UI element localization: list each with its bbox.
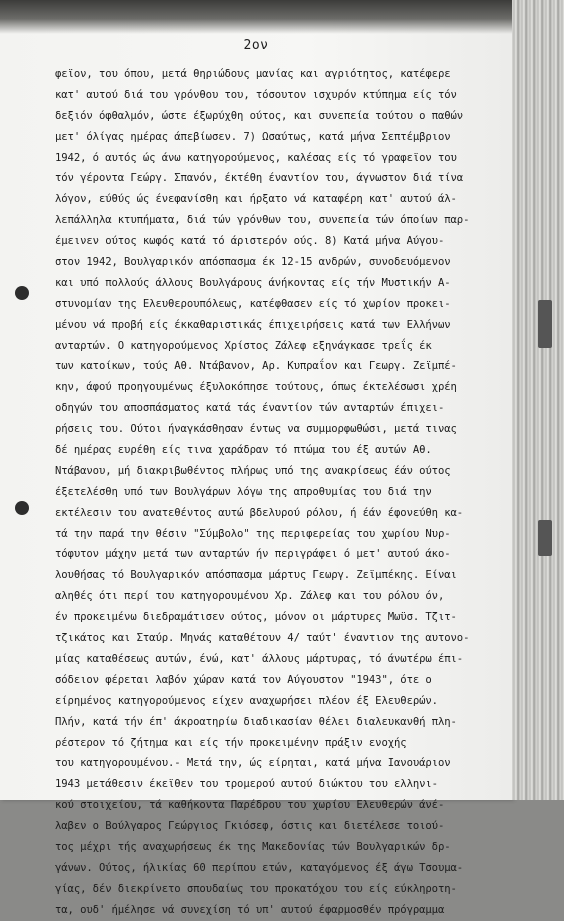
binder-clip — [538, 300, 552, 348]
page-number: 2ον — [243, 38, 269, 53]
text-line: σόδειον φέρεται λαβόν χώραν κατά τον Αύγουστον "1943", ότε ο — [55, 673, 432, 686]
text-line: μένου νά προβή είς έκκαθαριστικάς έπιχειρήσεις κατά των Ελλήνων — [55, 318, 451, 331]
text-line: τος μέχρι τής αναχωρήσεως έκ της Μακεδονίας τών Βουλγαρικών δρ- — [55, 840, 451, 853]
text-line: λόγον, εύθύς ώς ένεφανίσθη και ήρξατο νά καταφέρη κατ' αυτού άλ- — [55, 193, 457, 206]
text-line: αληθές ότι περί του κατηγορουμένου Χρ. Ζάλεφ και του ρόλου όν, — [55, 590, 445, 603]
text-line: τα, ουδ' ήμέλησε νά συνεχίση τό υπ' αυτού έφαρμοσθέν πρόγραμμα — [55, 903, 445, 916]
text-line: γάνων. Ούτος, ήλικίας 60 περίπου ετών, καταγόμενος έξ άγω Τσουμα- — [55, 861, 464, 874]
text-line: ρήσεις του. Ούτοι ήναγκάσθησαν έντως να συμμορφωθώσι, μετά τινας — [55, 423, 457, 436]
text-line: του κατηγορουμένου.- Μετά την, ώς είρηται, κατά μήνα Ιανουάριον — [55, 757, 451, 770]
text-line: κατ' αυτού διά του γρόνθου του, τόσουτον ισχυρόν κτύπημα είς τόν — [55, 88, 457, 101]
punch-hole — [15, 286, 29, 300]
text-line: μίας καταθέσεως αυτών, ένώ, κατ' άλλους μάρτυρας, τό άνωτέρω έπι- — [55, 652, 464, 665]
text-line: τζικάτος και Σταύρ. Μηνάς καταθέτουν 4/ ταύτ' έναντιον της αυτονο- — [55, 632, 470, 645]
text-line: στυνομίαν της Ελευθερουπόλεως, κατέφθασεν είς τό χωρίον προκει- — [55, 297, 451, 310]
text-line: έμεινεν ούτος κωφός κατά τό άριστερόν ούς. 8) Κατά μήνα Αύγου- — [55, 235, 445, 248]
text-line: Πλήν, κατά τήν έπ' άκροατηρίω διαδικασίαν θέλει διαλευκανθή πλη- — [55, 715, 457, 728]
text-line: των κατοίκων, τούς Αθ. Ντάβανον, Αρ. Κυπραΐον και Γεωργ. Ζεϊμπέ- — [55, 360, 457, 373]
text-line: ρέστερον τό ζήτημα και είς τήν προκειμένην πράξιν ενοχής — [55, 736, 407, 749]
text-line: στον 1942, Βουλγαρικόν απόσπασμα έκ 12-15 ανδρών, συνοδευόμενον — [55, 256, 451, 269]
text-line: δέ ημέρας ευρέθη είς τινα χαράδραν τό πτώμα του έξ αυτών Αθ. — [55, 444, 432, 457]
text-line: δεξιόν όφθαλμόν, ώστε έξωρύχθη ούτος, και συνεπεία τούτου ο παθών — [55, 109, 464, 122]
text-line: τόφυτον μάχην μετά των ανταρτών ήν περιγράφει ό μετ' αυτού άκο- — [55, 548, 451, 561]
text-line: 1942, ό αυτός ώς άνω κατηγορούμενος, καλέσας είς τό γραφεϊον του — [55, 151, 457, 164]
text-line: κην, άφού προηγουμένως έξυλοκόπησε τούτους, όπως έκτελέσωσι χρέη — [55, 381, 457, 394]
text-line: τά την παρά την θέσιν "Σύμβολο" της περιφερείας του χωρίου Νυρ- — [55, 527, 451, 540]
text-line: φεϊον, του όπου, μετά θηριώδους μανίας και αγριότητος, κατέφερε — [55, 68, 451, 80]
text-line: και υπό πολλούς άλλους Βουλγάρους άνήκοντας είς τήν Μυστικήν Α- — [55, 276, 451, 289]
scan-shadow-top — [0, 0, 512, 34]
text-line: κού στοιχείου, τά καθήκοντα Παρέδρου του χωρίου Ελευθερών άνέ- — [55, 799, 445, 812]
binder-clip — [538, 520, 552, 556]
text-line: έξετελέσθη υπό των Βουλγάρων λόγω της απροθυμίας του διά την — [55, 485, 432, 498]
text-line: οδηγών του αποσπάσματος κατά τάς έναντίον τών ανταρτών έπιχει- — [55, 402, 445, 415]
text-line: τόν γέροντα Γεώργ. Σπανόν, έκτέθη έναντίον του, άγνωστον διά τίνα — [55, 172, 464, 185]
punch-hole — [15, 501, 29, 515]
text-line: είρημένος κατηγορούμενος είχεν αναχωρήσει πλέον έξ Ελευθερών. — [55, 694, 438, 707]
text-line: ανταρτών. Ο κατηγορούμενος Χρίστος Ζάλεφ εξηνάγκασε τρεΐς έκ — [55, 339, 432, 352]
page-stack-edge — [512, 0, 564, 800]
text-line: λαβεν ο Βούλγαρος Γεώργιος Γκιόσεφ, όστις και διετέλεσε τοιού- — [55, 820, 445, 833]
document-body — [55, 64, 505, 921]
text-line: λουθήσας τό Βουλγαρικόν απόσπασμα μάρτυς Γεωργ. Ζεϊμπέκης. Είναι — [55, 569, 457, 582]
text-line: γίας, δέν διεκρίνετο σπουδαίως του προκατόχου του είς εύκληροτη- — [55, 882, 457, 895]
text-line: μετ' όλίγας ημέρας άπεβίωσεν. 7) Ωσαύτως, κατά μήνα Σεπτέμβριον — [55, 130, 451, 143]
text-line: Ντάβανου, μή διακριβωθέντος πλήρως υπό της ανακρίσεως έάν ούτος — [55, 464, 451, 477]
text-line: λεπάλληλα κτυπήματα, διά τών γρόνθων του, συνεπεία τών όποίων παρ- — [55, 214, 470, 227]
text-line: εκτέλεσιν του ανατεθέντος αυτώ βδελυρού ρόλου, ή έάν έφονεύθη κα- — [55, 506, 464, 519]
text-line: έν προκειμένω διεδραμάτισεν ούτος, μόνον οι μάρτυρες Μωϋσ. Τζιτ- — [55, 611, 457, 624]
text-line: 1943 μετάθεσιν έκεϊθεν του τρομερού αυτού διώκτου του ελληνι- — [55, 778, 438, 791]
